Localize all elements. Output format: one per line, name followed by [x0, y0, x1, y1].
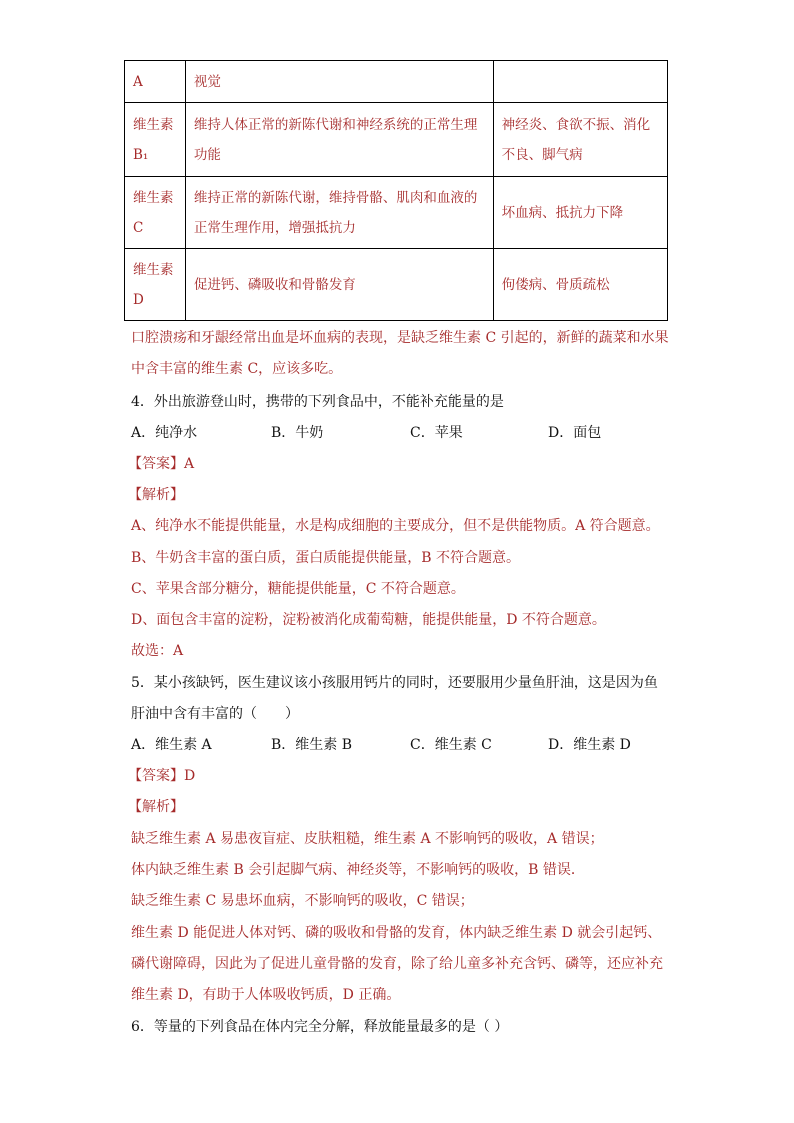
- function-cell: 维持正常的新陈代谢，维持骨骼、肌肉和血液的 正常生理作用，增强抵抗力: [185, 177, 493, 249]
- analysis-line: 缺乏维生素 A 易患夜盲症、皮肤粗糙，维生素 A 不影响钙的吸收，A 错误；: [131, 831, 604, 847]
- q5-answer: 【答案】D: [128, 768, 196, 784]
- q4-option-b: B．牛奶: [271, 425, 324, 441]
- q4-answer: 【答案】A: [128, 456, 195, 472]
- q5-option-b: B．维生素 B: [271, 737, 353, 753]
- table-row: [125, 249, 668, 321]
- analysis-line: 维生素 D 能促进人体对钙、磷的吸收和骨骼的发育，体内缺乏维生素 D 就会引起钙、: [131, 925, 662, 941]
- analysis-line: D、面包含丰富的淀粉，淀粉被消化成葡萄糖，能提供能量，D 不符合题意。: [131, 612, 606, 628]
- question-5-stem: 5．某小孩缺钙，医生建议该小孩服用钙片的同时，还要服用少量鱼肝油，这是因为鱼: [131, 675, 658, 691]
- analysis-line: 故选：A: [131, 643, 184, 659]
- analysis-line: 缺乏维生素 C 易患坏血病，不影响钙的吸收，C 错误；: [131, 893, 474, 909]
- deficiency-cell: 坏血病、抵抗力下降: [493, 177, 667, 249]
- function-cell: 维持人体正常的新陈代谢和神经系统的正常生理 功能: [185, 103, 493, 177]
- function-cell: 视觉: [185, 61, 493, 103]
- deficiency-cell: 神经炎、食欲不振、消化 不良、脚气病: [493, 103, 667, 177]
- vitamin-name-cell: 维生素 B₁: [125, 103, 186, 177]
- q5-analysis-title: 【解析】: [128, 799, 184, 815]
- deficiency-cell: [493, 61, 667, 103]
- q5-option-d: D．维生素 D: [548, 737, 631, 753]
- analysis-line: 口腔溃疡和牙龈经常出血是坏血病的表现，是缺乏维生素 C 引起的，新鲜的蔬菜和水果: [131, 330, 669, 346]
- vitamin-name-cell: 维生素 D: [125, 249, 186, 321]
- analysis-line: 体内缺乏维生素 B 会引起脚气病、神经炎等，不影响钙的吸收，B 错误．: [131, 862, 585, 878]
- analysis-line: B、牛奶含丰富的蛋白质，蛋白质能提供能量，B 不符合题意。: [131, 550, 521, 566]
- table-row: [125, 177, 668, 249]
- analysis-line: A、纯净水不能提供能量，水是构成细胞的主要成分，但不是供能物质。A 符合题意。: [131, 518, 660, 534]
- question-4-stem: 4．外出旅游登山时，携带的下列食品中，不能补充能量的是: [131, 394, 504, 410]
- table-row: [125, 61, 668, 103]
- vitamin-name-cell: 维生素 C: [125, 177, 186, 249]
- table-row: [125, 103, 668, 177]
- q5-option-c: C．维生素 C: [410, 737, 492, 753]
- q4-option-d: D．面包: [548, 425, 602, 441]
- q5-option-a: A．维生素 A: [131, 737, 212, 753]
- analysis-line: 维生素 D，有助于人体吸收钙质，D 正确。: [131, 987, 401, 1003]
- q4-option-a: A．纯净水: [131, 425, 198, 441]
- analysis-line: 磷代谢障碍，因此为了促进儿童骨骼的发育，除了给儿童多补充含钙、磷等，还应补充: [131, 956, 663, 972]
- function-cell: 促进钙、磷吸收和骨骼发育: [185, 249, 493, 321]
- question-5-stem-line-2: 肝油中含有丰富的（ ）: [131, 706, 299, 722]
- q4-analysis-title: 【解析】: [128, 487, 184, 503]
- analysis-line: C、苹果含部分糖分，糖能提供能量，C 不符合题意。: [131, 581, 465, 597]
- vitamin-table: [124, 60, 668, 321]
- q4-option-c: C．苹果: [410, 425, 463, 441]
- question-6-stem: 6．等量的下列食品在体内完全分解，释放能量最多的是（ ）: [131, 1019, 509, 1035]
- analysis-line: 中含丰富的维生素 C，应该多吃。: [131, 361, 343, 377]
- deficiency-cell: 佝偻病、骨质疏松: [493, 249, 667, 321]
- vitamin-name-cell: A: [125, 61, 186, 103]
